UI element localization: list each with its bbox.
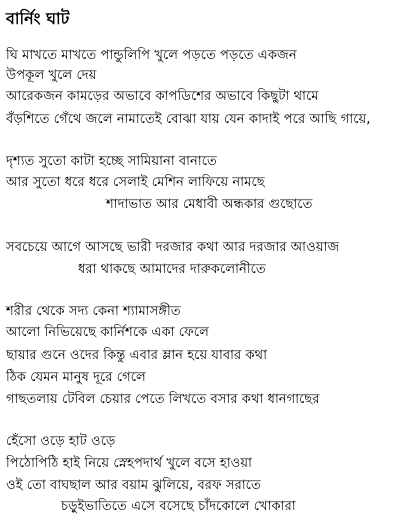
poem-line: আরেকজন কামড়ের অভাবে কাপডিশের অভাবে কিছুটা থামে: [6, 89, 319, 104]
poem-line: সবচেয়ে আগে আসছে ভারী দরজার কথা আর দরজার আওয়াজ: [6, 240, 340, 255]
poem-line: দৃশ্যত সুতো কাটা হচ্ছে সামিয়ানা বানাতে: [6, 154, 217, 169]
poem-line: হেঁসো ওড়ে হাট ওড়ে: [6, 434, 116, 449]
poem-line: আলো নিভিয়েছে কার্নিশকে একা ফেলে: [6, 325, 209, 340]
poem-line: গাছতলায় টেবিল চেয়ার পেতে লিখতে বসার কথা ধানগাছের: [6, 392, 320, 407]
poem-line: চড়ুইভাতিতে এসে বসেছে চাঁদকোলে খোকারা: [61, 499, 296, 514]
poem-line: উপকূল খুলে দেয়: [6, 68, 97, 83]
poem-line: পিঠোপিঠি হাই নিয়ে স্নেহপদার্থ খুলে বসে হাওয়া: [6, 456, 252, 471]
poem-line: ওই তো বাঘছাল আর বয়াম ঝুলিয়ে, বরফ সরাতে: [6, 478, 261, 493]
poem-line: ঘি মাখতে মাখতে পান্ডুলিপি খুলে পড়তে পড়তে একজন: [6, 48, 297, 63]
poem-line: ধরা থাকছে আমাদের দারুকলোনীতে: [78, 262, 266, 277]
poem-line: আর সুতো ধরে ধরে সেলাই মেশিন লাফিয়ে নামছে: [6, 175, 265, 190]
poem-line: ছায়ার গুনে ওদের কিন্তু এবার ম্লান হয়ে যাবার কথা: [6, 348, 268, 363]
poem-line: শাদাভাত আর মেধাবী অন্ধকার গুছোতে: [106, 197, 313, 212]
poem-title: বার্নিং ঘাট: [6, 9, 70, 28]
poem-line: বঁড়শিতে গেঁথে জলে নামাতেই বোঝা যায় যেন কাদাই পরে আছি গায়ে,: [6, 112, 371, 127]
poem-line: শরীর থেকে সদ্য কেনা শ্যামাসঙ্গীত: [6, 304, 181, 319]
poem-line: ঠিক যেমন মানুষ দূরে গেলে: [6, 370, 146, 385]
